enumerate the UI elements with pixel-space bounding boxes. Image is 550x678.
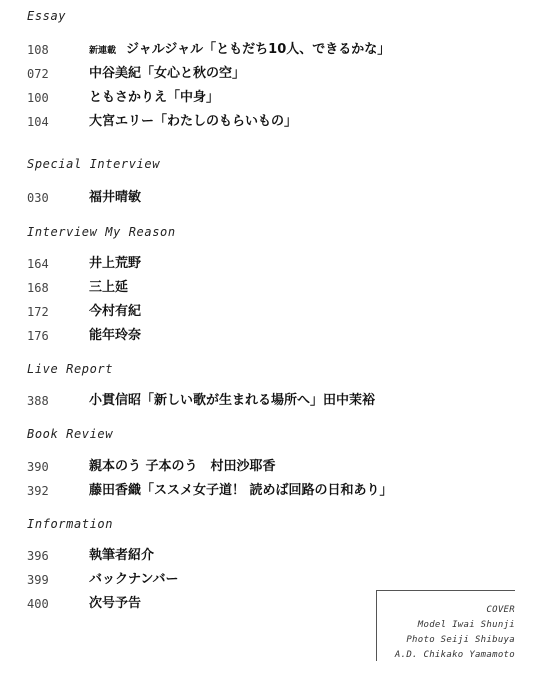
- toc-entry[interactable]: [27, 110, 540, 134]
- entry-title: [89, 38, 390, 63]
- entry-title: 中谷美紀「女心と秋の空」: [89, 66, 246, 81]
- entry-title: 親本のう 子本のう 村田沙耶香: [89, 459, 276, 474]
- toc-entry[interactable]: [27, 324, 540, 348]
- section-essay: [27, 8, 540, 134]
- page-number: 400: [27, 597, 49, 611]
- entry-title: 次号予告: [89, 596, 142, 611]
- page-number: 172: [27, 305, 49, 319]
- section-title: Essay: [27, 9, 67, 23]
- toc-entry[interactable]: [27, 544, 540, 568]
- cover-heading: COVER: [486, 605, 515, 615]
- toc-entry[interactable]: [27, 276, 540, 300]
- section-title: Interview My Reason: [27, 225, 176, 239]
- page-number: 388: [27, 394, 49, 408]
- new-serial-tag: 新連載: [89, 46, 117, 56]
- toc-entry[interactable]: [27, 86, 540, 110]
- section-live-report: [27, 361, 540, 413]
- section-title: Information: [27, 517, 114, 531]
- page-number: 108: [27, 43, 49, 57]
- cover-art-director: A.D. Chikako Yamamoto: [394, 650, 515, 660]
- toc-entry[interactable]: [27, 568, 540, 592]
- entry-title: 執筆者紹介: [89, 548, 155, 563]
- toc-entry[interactable]: [27, 455, 540, 479]
- page-number: 030: [27, 191, 49, 205]
- cover-model: Model Iwai Shunji: [417, 620, 515, 630]
- entry-title: 藤田香織「ススメ女子道！ 読めば回路の日和あり」: [89, 483, 393, 498]
- cover-photo: Photo Seiji Shibuya: [406, 635, 515, 645]
- toc-entry[interactable]: [27, 300, 540, 324]
- entry-title: ともさかりえ「中身」: [89, 90, 220, 105]
- section-interview-my-reason: [27, 224, 540, 348]
- section-title: Special Interview: [27, 157, 161, 171]
- toc-entry[interactable]: [27, 38, 540, 62]
- page-number: 390: [27, 460, 49, 474]
- entry-title: 福井晴敏: [89, 190, 142, 205]
- page-number: 392: [27, 484, 49, 498]
- entry-title: 小貫信昭「新しい歌が生まれる場所へ」田中茉裕: [89, 393, 376, 408]
- entry-title: 井上荒野: [89, 256, 142, 271]
- section-title: Live Report: [27, 362, 114, 376]
- section-title: Book Review: [27, 427, 114, 441]
- page-number: 104: [27, 115, 49, 129]
- entry-title-text: ジャルジャル「ともだち10人、できるかな」: [126, 42, 391, 57]
- page-number: 072: [27, 67, 49, 81]
- toc-entry[interactable]: [27, 252, 540, 276]
- toc-entry[interactable]: [27, 389, 540, 413]
- section-book-review: [27, 426, 540, 503]
- toc-entry[interactable]: [27, 186, 540, 210]
- page-number: 399: [27, 573, 49, 587]
- page-number: 100: [27, 91, 49, 105]
- page-number: 168: [27, 281, 49, 295]
- section-special-interview: [27, 156, 540, 210]
- page-number: 396: [27, 549, 49, 563]
- entry-title: 能年玲奈: [89, 328, 142, 343]
- page-number: 164: [27, 257, 49, 271]
- page-number: 176: [27, 329, 49, 343]
- cover-credits: [376, 590, 515, 661]
- entry-title: 大宮エリー「わたしのもらいもの」: [89, 114, 298, 129]
- toc-entry[interactable]: [27, 62, 540, 86]
- toc-entry[interactable]: [27, 479, 540, 503]
- entry-title: バックナンバー: [89, 572, 179, 587]
- entry-title: 今村有紀: [89, 304, 142, 319]
- entry-title: 三上延: [89, 280, 129, 295]
